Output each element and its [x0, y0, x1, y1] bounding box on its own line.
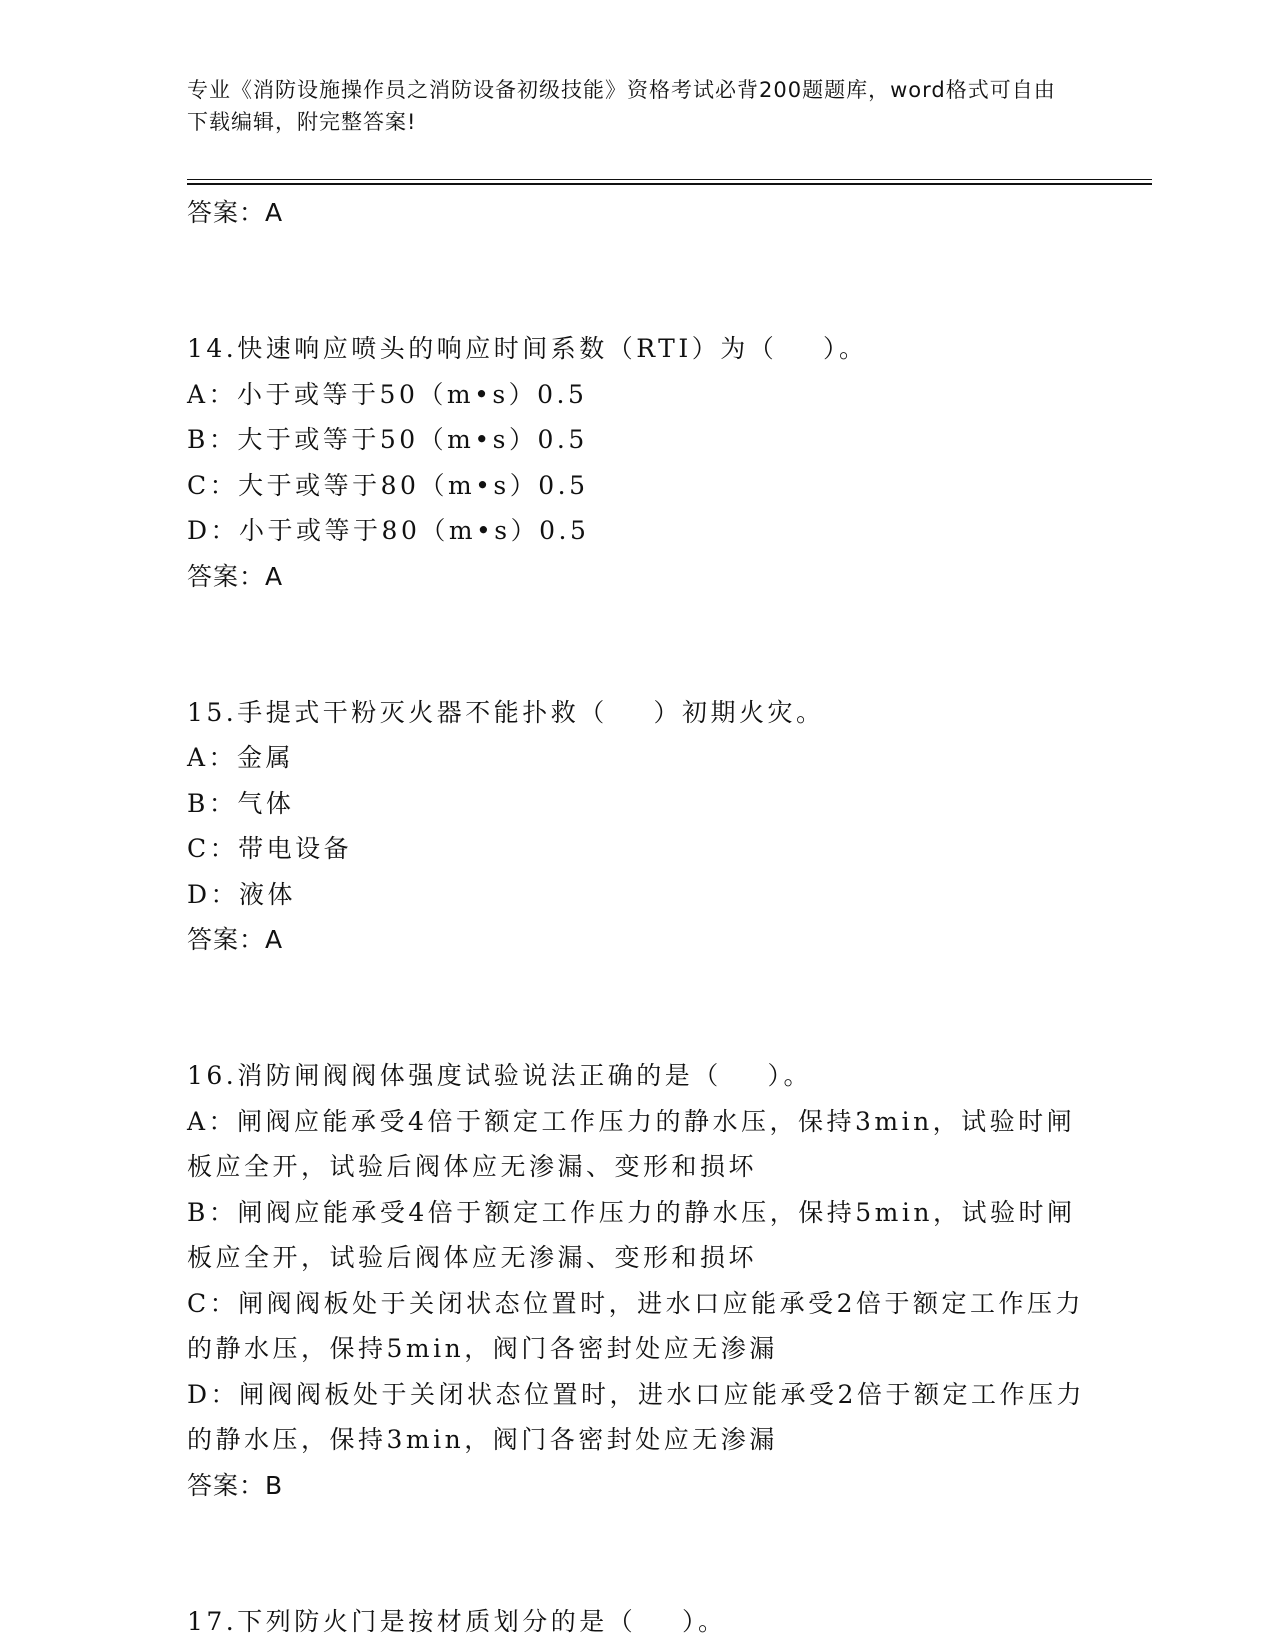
- spacer: [187, 599, 1087, 690]
- option-b: B：大于或等于50（m•s）0.5: [187, 425, 588, 454]
- question-stem: 16.消防闸阀阀体强度试验说法正确的是（ ）。: [187, 1061, 813, 1090]
- question-stem: 15.手提式干粉灭火器不能扑救（ ）初期火灾。: [187, 697, 825, 727]
- answer-label: 答案：B: [187, 1470, 284, 1500]
- option-c: C：大于或等于80（m•s）0.5: [187, 470, 589, 500]
- option-d: D：闸阀阀板处于关闭状态位置时，进水口应能承受2倍于额定工作压力的静水压，保持3min，阀门各密封处应无渗漏: [187, 1379, 1085, 1454]
- question-14: [187, 326, 1087, 599]
- spacer: [187, 962, 1087, 1053]
- answer-label: 答案：A: [187, 561, 284, 591]
- header-divider-thin: [187, 179, 1152, 180]
- question-16: [187, 1053, 1087, 1508]
- question-stem: 17.下列防火门是按材质划分的是（ ）。: [187, 1606, 727, 1636]
- option-b: B：气体: [187, 788, 295, 818]
- option-a: A：闸阀应能承受4倍于额定工作压力的静水压，保持3min，试验时闸板应全开，试验后阀体应无渗漏、变形和损坏: [187, 1106, 1076, 1181]
- option-c: C：闸阀阀板处于关闭状态位置时，进水口应能承受2倍于额定工作压力的静水压，保持5min，阀门各密封处应无渗漏: [187, 1288, 1085, 1363]
- option-a: A：小于或等于50（m•s）0.5: [187, 379, 588, 409]
- question-stem: 14.快速响应喷头的响应时间系数（RTI）为（ ）。: [187, 334, 868, 363]
- question-17: [187, 1599, 1087, 1645]
- spacer: [187, 1508, 1087, 1599]
- answer-label: 答案：A: [187, 925, 284, 954]
- option-c: C：带电设备: [187, 834, 353, 863]
- option-d: D：液体: [187, 879, 297, 909]
- question-15: [187, 690, 1087, 963]
- previous-answer: 答案：A: [187, 198, 284, 227]
- header-divider-thick: [187, 183, 1152, 185]
- document-header: 专业《消防设施操作员之消防设备初级技能》资格考试必背200题题库，word格式可自由下载编辑，附完整答案!: [187, 78, 1056, 134]
- option-d: D：小于或等于80（m•s）0.5: [187, 516, 590, 545]
- option-b: B：闸阀应能承受4倍于额定工作压力的静水压，保持5min，试验时闸板应全开，试验后阀体应无渗漏、变形和损坏: [187, 1197, 1076, 1272]
- option-a: A：金属: [187, 743, 295, 772]
- spacer: [187, 235, 1087, 326]
- question-list: [187, 190, 1087, 1644]
